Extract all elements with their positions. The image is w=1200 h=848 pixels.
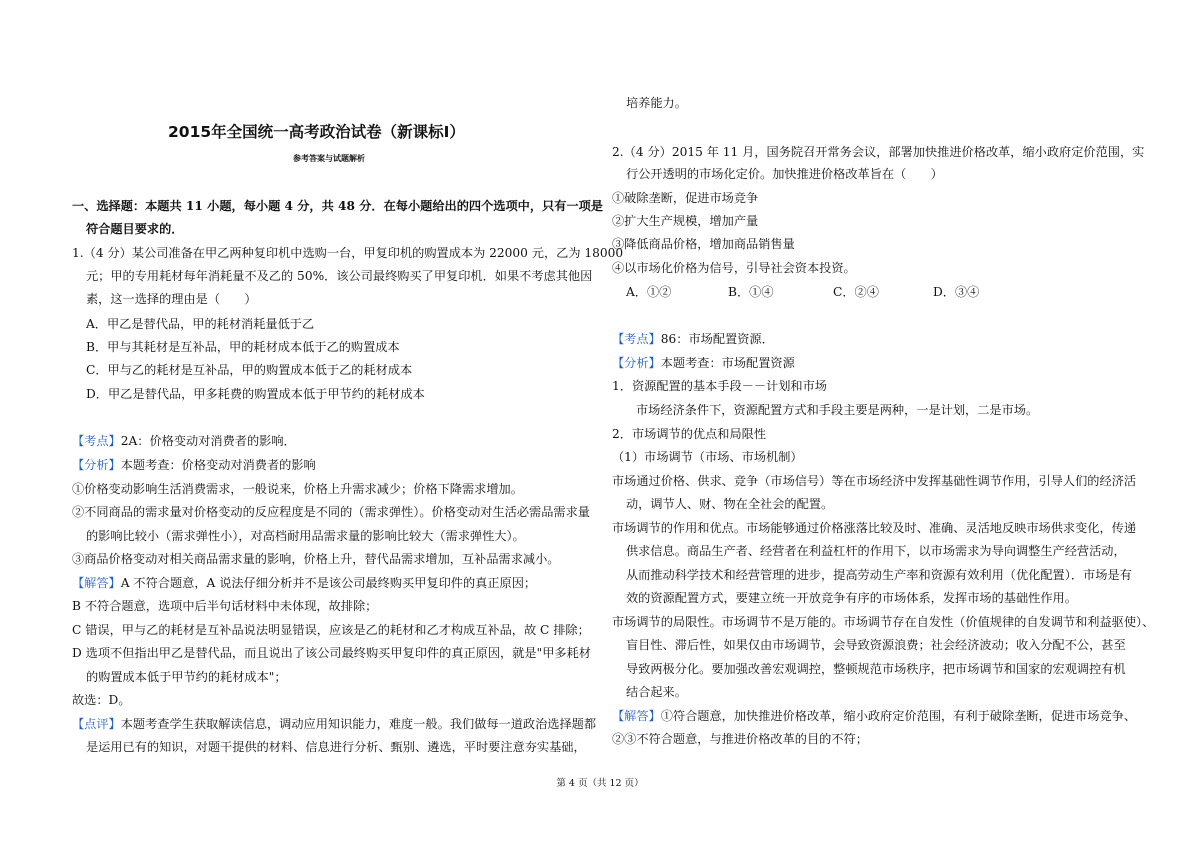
q2-option-d: D．③④ [933, 285, 980, 299]
analysis-line-7c: 导致两极分化。要加强改善宏观调控，整顿规范市场秩序，把市场调节和国家的宏观调控有机 [626, 662, 1126, 676]
analysis-line-5: 市场通过价格、供求、竞争（市场信号）等在市场经济中发挥基础性调节作用，引导人们的经济活 [612, 474, 1137, 488]
answer-b: B 不符合题意，选项中后半句话材料中未体现，故排除； [72, 599, 378, 613]
q1-line2: 元；甲的专用耗材每年消耗量不及乙的 50%．该公司最终购买了甲复印机．如果不考虑其他因 [86, 269, 593, 283]
q1-option-d: D．甲乙是替代品，甲多耗费的购置成本低于甲节约的耗材成本 [86, 387, 425, 401]
dianping-cont: 是运用已有的知识，对题干提供的材料、信息进行分析、甄别、遴选，平时要注意夯实基础， [86, 740, 586, 754]
q1-fenxi [72, 457, 316, 473]
analysis-point-2-cont: 的影响比较小（需求弹性小），对高档耐用品需求量的影响比较大（需求弹性大）。 [86, 529, 525, 543]
section-header: 一、选择题：本题共 11 小题，每小题 4 分，共 48 分．在每小题给出的四个选项中，只有一项是 [72, 199, 603, 213]
q1-dianping [72, 716, 596, 732]
jieda-tag: 【解答】 [612, 709, 661, 723]
kaodian-text: 2A：价格变动对消费者的影响． [120, 434, 296, 448]
q2-line1: 2.（4 分）2015 年 11 月，国务院召开常务会议，部署加快推进价格改革，缩小政府定价范围，实 [612, 145, 1145, 159]
answer-d: D 选项不但指出甲乙是替代品，而且说出了该公司最终购买甲复印件的真正原因，就是"甲多耗材 [72, 646, 591, 660]
analysis-line-7b: 盲目性、滞后性，如果仅由市场调节，会导致资源浪费；社会经济波动；收入分配不公，甚至 [626, 638, 1126, 652]
analysis-line-4: （1）市场调节（市场、市场机制） [612, 450, 803, 464]
analysis-line-7: 市场调节的局限性。市场调节不是万能的。市场调节存在自发性（价值规律的自发调节和利益驱使）、 [612, 615, 1155, 629]
analysis-line-6b: 供求信息。商品生产者、经营者在利益杠杆的作用下，以市场需求为导向调整生产经营活动， [626, 544, 1126, 558]
section-header-cont: 符合题目要求的． [86, 222, 184, 236]
q2-kaodian [612, 331, 774, 347]
q2-option-b: B．①④ [728, 285, 774, 299]
analysis-point-1: ①价格变动影响生活消费需求，一般说来，价格上升需求减少；价格下降需求增加。 [72, 482, 523, 496]
fenxi-tag: 【分析】 [612, 356, 661, 370]
analysis-line-7d: 结合起来。 [626, 685, 687, 699]
answer-choice: 故选：D。 [72, 693, 131, 707]
page-title: 2015年全国统一高考政治试卷（新课标Ⅰ） [168, 123, 465, 141]
q1-option-c: C．甲与乙的耗材是互补品，甲的购置成本低于乙的耗材成本 [86, 363, 413, 377]
q1-line3: 素，这一选择的理由是（ ） [86, 292, 257, 306]
q2-jieda [612, 708, 1136, 724]
analysis-line-6d: 效的资源配置方式，要建立统一开放竞争有序的市场体系，发挥市场的基础性作用。 [626, 591, 1077, 605]
fenxi-tag: 【分析】 [72, 458, 121, 472]
jieda-text: ①符合题意，加快推进价格改革，缩小政府定价范围，有利于破除垄断，促进市场竞争、 [660, 709, 1137, 723]
q2-line2: 行公开透明的市场化定价。加快推进价格改革旨在（ ） [626, 167, 943, 181]
fenxi-text: 本题考查：市场配置资源 [660, 356, 795, 370]
page-footer: 第 4 页（共 12 页） [556, 778, 644, 789]
analysis-line-5-cont: 动，调节人、财、物在全社会的配置。 [626, 497, 834, 511]
q1-option-b: B．甲与其耗材是互补品，甲的耗材成本低于乙的购置成本 [86, 340, 400, 354]
q2-fenxi [612, 355, 795, 371]
q1-line1: 1.（4 分）某公司准备在甲乙两种复印机中选购一台，甲复印机的购置成本为 22000 元，乙为 18000 [72, 246, 624, 260]
answer-c: C 错误，甲与乙的耗材是互补品说法明显错误，应该是乙的耗材和乙才构成互补品，故 C 排除； [72, 623, 590, 637]
page-subtitle: 参考答案与试题解析 [293, 153, 365, 163]
kaodian-tag: 【考点】 [72, 434, 121, 448]
q2-option-a: A．①② [626, 285, 672, 299]
q2-statement-3: ③降低商品价格，增加商品销售量 [612, 237, 795, 251]
q2-jieda-cont: ②③不符合题意，与推进价格改革的目的不符； [612, 732, 868, 746]
analysis-point-2: ②不同商品的需求量对价格变动的反应程度是不同的（需求弹性）。价格变动对生活必需品需求量 [72, 505, 590, 519]
dianping-text: 本题考查学生获取解读信息，调动应用知识能力，难度一般。我们做每一道政治选择题都 [120, 717, 597, 731]
analysis-line-2: 市场经济条件下，资源配置方式和手段主要是两种，一是计划，二是市场。 [636, 403, 1039, 417]
jieda-text: A 不符合题意，A 说法仔细分析并不是该公司最终购买甲复印件的真正原因； [120, 576, 537, 590]
q1-kaodian [72, 433, 296, 449]
dianping-tag: 【点评】 [72, 717, 121, 731]
kaodian-tag: 【考点】 [612, 332, 661, 346]
answer-d-cont: 的购置成本低于甲节约的耗材成本"； [86, 670, 287, 684]
analysis-line-6: 市场调节的作用和优点。市场能够通过价格涨落比较及时、准确、灵活地反映市场供求变化，传递 [612, 521, 1137, 535]
q1-option-a: A．甲乙是替代品，甲的耗材消耗量低于乙 [86, 317, 315, 331]
q2-option-c: C．②④ [833, 285, 879, 299]
q1-dianping-end: 培养能力。 [626, 96, 687, 110]
jieda-tag: 【解答】 [72, 576, 121, 590]
q2-statement-4: ④以市场化价格为信号，引导社会资本投资。 [612, 261, 856, 275]
analysis-line-3: 2．市场调节的优点和局限性 [612, 427, 767, 441]
q2-statement-1: ①破除垄断，促进市场竞争 [612, 191, 759, 205]
q1-jieda [72, 575, 536, 591]
kaodian-text: 86：市场配置资源． [660, 332, 774, 346]
q2-statement-2: ②扩大生产规模，增加产量 [612, 214, 759, 228]
analysis-line-1: 1．资源配置的基本手段－－计划和市场 [612, 379, 827, 393]
analysis-line-6c: 从而推动科学技术和经营管理的进步，提高劳动生产率和资源有效利用（优化配置）．市场是有 [626, 568, 1132, 582]
fenxi-text: 本题考查：价格变动对消费者的影响 [120, 458, 316, 472]
analysis-point-3: ③商品价格变动对相关商品需求量的影响，价格上升，替代品需求增加，互补品需求减小。 [72, 552, 560, 566]
